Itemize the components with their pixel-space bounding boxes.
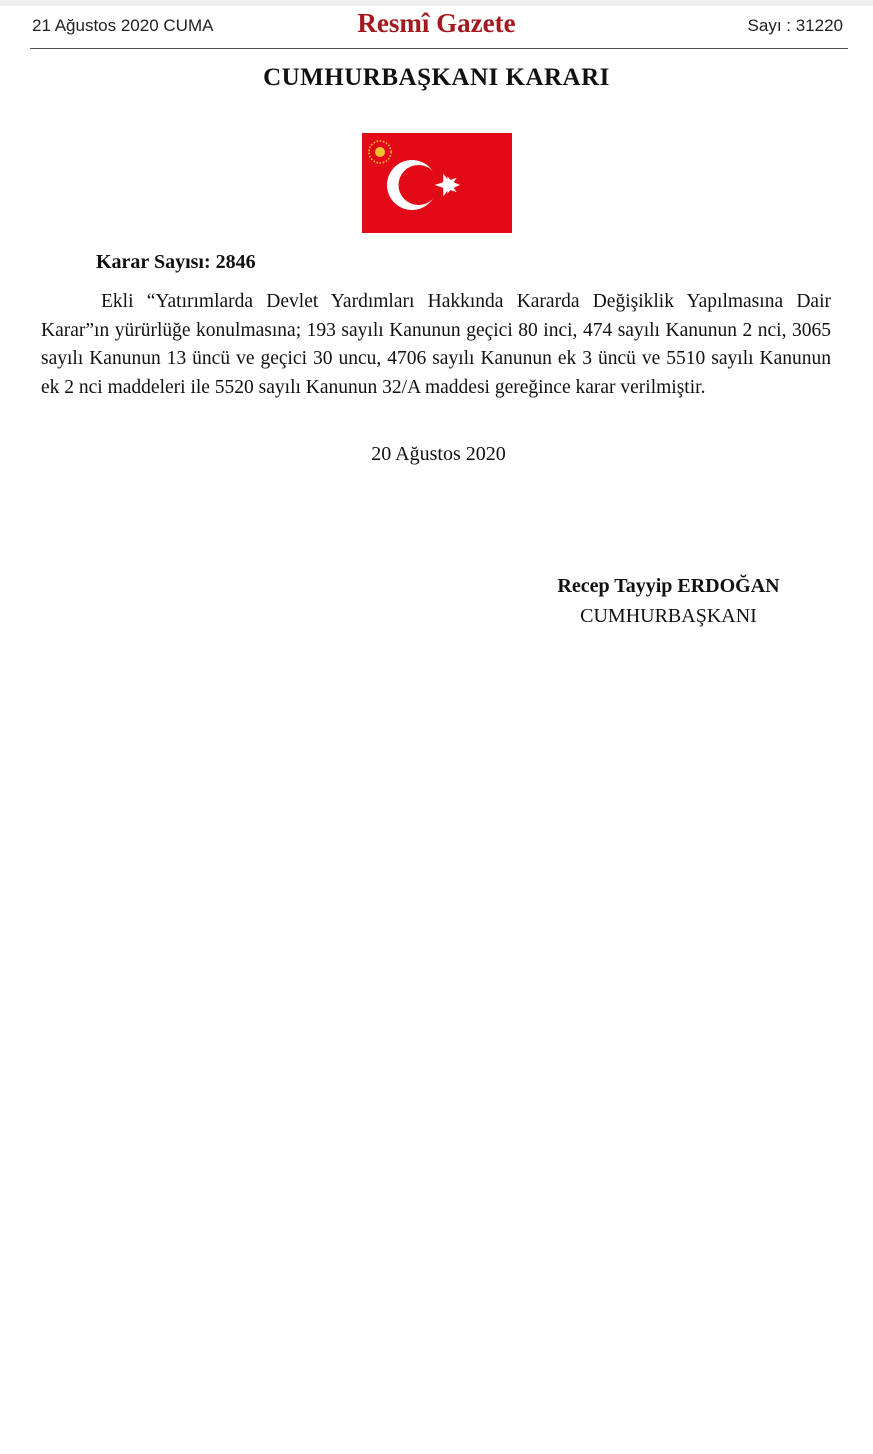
decision-number: Karar Sayısı: 2846 [96,251,256,273]
header-date: 21 Ağustos 2020 CUMA [32,16,214,35]
signer-name: Recep Tayyip ERDOĞAN [557,575,780,597]
turkish-flag-icon [362,133,512,233]
top-band [0,0,873,6]
signer-title: CUMHURBAŞKANI [580,605,757,627]
header-divider [30,48,848,49]
signing-date: 20 Ağustos 2020 [371,443,506,465]
document-heading: CUMHURBAŞKANI KARARI [263,64,610,91]
issue-number: Sayı : 31220 [747,16,843,35]
gazette-title: Resmî Gazete [357,8,516,38]
decision-body: Ekli “Yatırımlarda Devlet Yardımları Hakkında Kararda Değişiklik Yapılmasına Dair Karar”ın yürürlüğe konulmasına; 193 sayılı Kanunun geçici 80 inci, 474 sayılı Kanunun 2 nci, 3065 sayılı Kanunun 13 üncü ve geçici 30 uncu, 4706 sayılı Kanunun ek 3 üncü ve 5510 sayılı Kanunun ek 2 nci maddeleri ile 5520 sayılı Kanunun 32/A maddesi gereğince karar verilmiştir. [41,291,831,398]
signature-block [546,573,791,633]
